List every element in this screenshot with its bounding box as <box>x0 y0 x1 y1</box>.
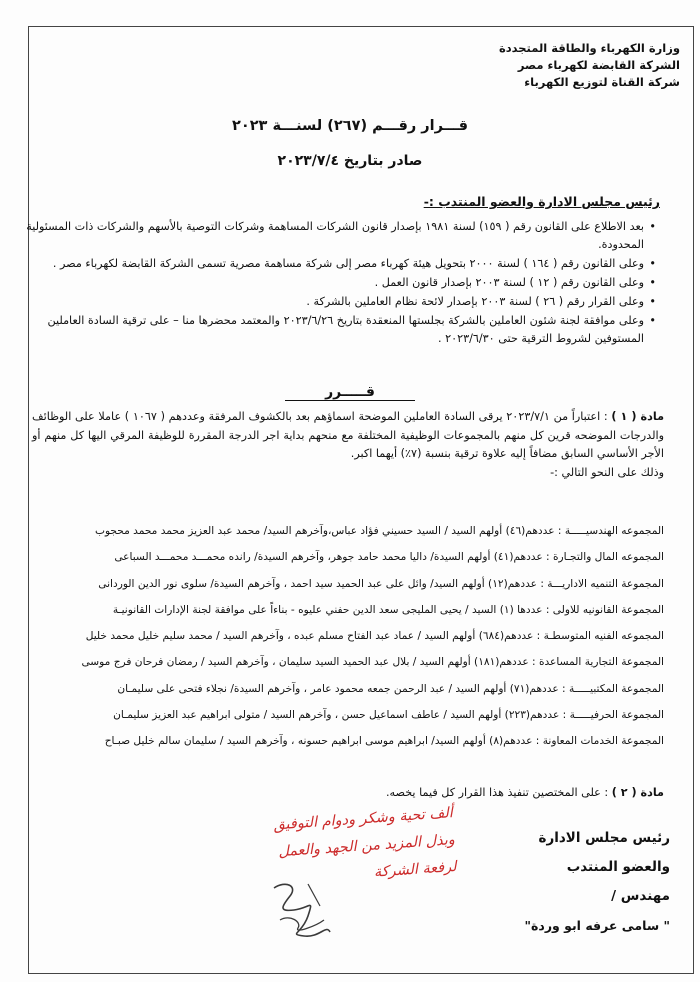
article-2 <box>32 784 664 802</box>
handwritten-line: ألف تحية وشكر ودوام التوفيق <box>272 805 454 834</box>
consideration-item: • وعلى القانون رقم ( ١٢ ) لسنة ٢٠٠٣ بإصدار قانون العمل . <box>26 274 656 292</box>
decree-date: صادر بتاريخ ٢٠٢٣/٧/٤ <box>277 153 423 169</box>
company-name: شركة القناة لتوزيع الكهرباء <box>524 75 680 89</box>
group-row: المجموعة الخدمات المعاونة : عددهم(٨) أولهم السيد/ ابراهيم موسى ابراهيم حسونه ، وآخرهم السيد / سليمان سالم خليل صبـاح <box>104 735 664 748</box>
consideration-item: • وعلى موافقة لجنة شئون العاملين بالشركة بجلستها المنعقدة بتاريخ ٢٠٢٣/٦/٢٦ والمعتمد محضرها منا – على ترقية السادة العاملين المستوفين لشروط الترقية حتى ٢٠٢٣/٦/٣٠ . <box>26 312 656 348</box>
ministry-name: وزارة الكهرباء والطاقة المتجددة <box>498 41 680 55</box>
group-row: المجموعة الحرفيـــــة : عددهم(٢٢٣) أولهم السيد / عاطف اسماعيل حسن ، وآخرهم السيد / متولى ابراهيم عبد العزيز سليمـان <box>113 709 664 722</box>
consideration-item: • وعلى القرار رقم ( ٢٦ ) لسنة ٢٠٠٣ بإصدار لائحة نظام العاملين بالشركة . <box>26 293 656 311</box>
handwritten-line: وبذل المزيد من الجهد والعمل <box>277 831 456 861</box>
group-row: المجموعه الفنيه المتوسطـة : عددهم(٦٨٤) أولهم السيد / عماد عبد الفتاح مسلم عبده ، وآخرهم السيد / محمد سليم خليل محمد خليل <box>85 630 664 643</box>
group-row: المجموعة المكتبيـــــة : عددهم(٧١) أولهم السيد / عبد الرحمن جمعه محمود عامر ، وآخرهم السيدة/ نجلاء فتحى على سليمـان <box>117 682 664 695</box>
article-1-text: : اعتباراً من ٢٠٢٣/٧/١ يرقى السادة العاملين الموضحة اسماؤهم بعد بالكشوف المرفقة وعددهم ( ١٠٦٧ ) عاملا على الوظائف والدرجات الموضحه قرين كل منهم بالمجموعات الوظيفية المختلفة مع منحهم بداية اجر الدرجة المقررة للوظيفة المرقي اليها كل منهم أو الأجر الأساسي السابق مضافاً إليه علاوة ترقية بنسبة (٧٪) أيهما اكبر. <box>32 410 664 460</box>
decision-word: قـــــرر <box>285 384 415 401</box>
consideration-item: • وعلى القانون رقم ( ١٦٤ ) لسنة ٢٠٠٠ بتحويل هيئة كهرباء مصر إلى شركة مساهمة مصرية تسمى الشركة القابضة لكهرباء مصر . <box>26 255 656 273</box>
article-2-label: مادة ( ٢ ) <box>611 786 664 799</box>
group-row: المجموعة التجارية المساعدة : عددهم(١٨١) أولهم السيد / بلال عبد الحميد السيد سليمان ، وآخرهم السيد / رمضان فرحان فرج موسى <box>81 656 664 669</box>
article-1-label: مادة ( ١ ) <box>611 410 664 423</box>
group-row: المجموعه الهندسيـــــة : عددهم(٤٦) أولهم السيد / السيد حسيني فؤاد عباس،وآخرهم السيد/ محمد عبد العزيز محمد محمد محجوب <box>94 525 664 537</box>
handwritten-note <box>222 800 457 897</box>
signature-scribble-icon <box>268 876 338 946</box>
article-1-closing: وذلك على النحو التالي :- <box>550 465 664 479</box>
group-row: المجموعه المال والتجـارة : عددهم(٤١) أولهم السيدة/ داليا محمد حامد جوهر، وآخرهم السيدة/ رانده محمـــد محمـــد السباعى <box>114 551 664 564</box>
letterhead <box>380 40 680 91</box>
article-1 <box>32 408 664 482</box>
signature-block <box>470 824 670 940</box>
signature-title-2: والعضو المنتدب <box>566 859 670 875</box>
decision-heading <box>0 384 700 400</box>
groups-list <box>32 518 664 755</box>
chair-heading: رئيس مجلس الادارة والعضو المنتدب :- <box>423 194 660 209</box>
group-row: المجموعة القانونيه للاولى : عددها (١) السيد / يحيى المليجى سعد الدين حفني عليوه - بناءاً على موافقة لجنة الإدارات القانونيـة <box>112 603 664 616</box>
signatory-name: " سامى عرفه ابو وردة" <box>524 918 670 933</box>
decree-title: قـــرار رقـــم (٢٦٧) لسنـــة ٢٠٢٣ <box>232 118 468 134</box>
holding-company-name: الشركة القابضة لكهرباء مصر <box>517 58 680 72</box>
considerations-list <box>26 218 656 349</box>
signature-title-1: رئيس مجلس الادارة <box>538 830 670 846</box>
group-row: المجموعة التنميه الاداريـــة : عددهم(١٢) أولهم السيد/ وائل على عبد الحميد سيد احمد ، وآخرهم السيدة/ سلوى نور الدين الوردانى <box>98 577 664 590</box>
article-2-text: : على المختصين تنفيذ هذا القرار كل فيما يخصه. <box>385 786 609 799</box>
consideration-item: • بعد الاطلاع على القانون رقم ( ١٥٩) لسنة ١٩٨١ بإصدار قانون الشركات المساهمة وشركات التوصية بالأسهم والشركات ذات المسئولية المحدودة. <box>26 218 656 254</box>
handwritten-line: لرفعة الشركة <box>373 858 458 881</box>
signature-prefix: مهندس / <box>611 888 670 904</box>
